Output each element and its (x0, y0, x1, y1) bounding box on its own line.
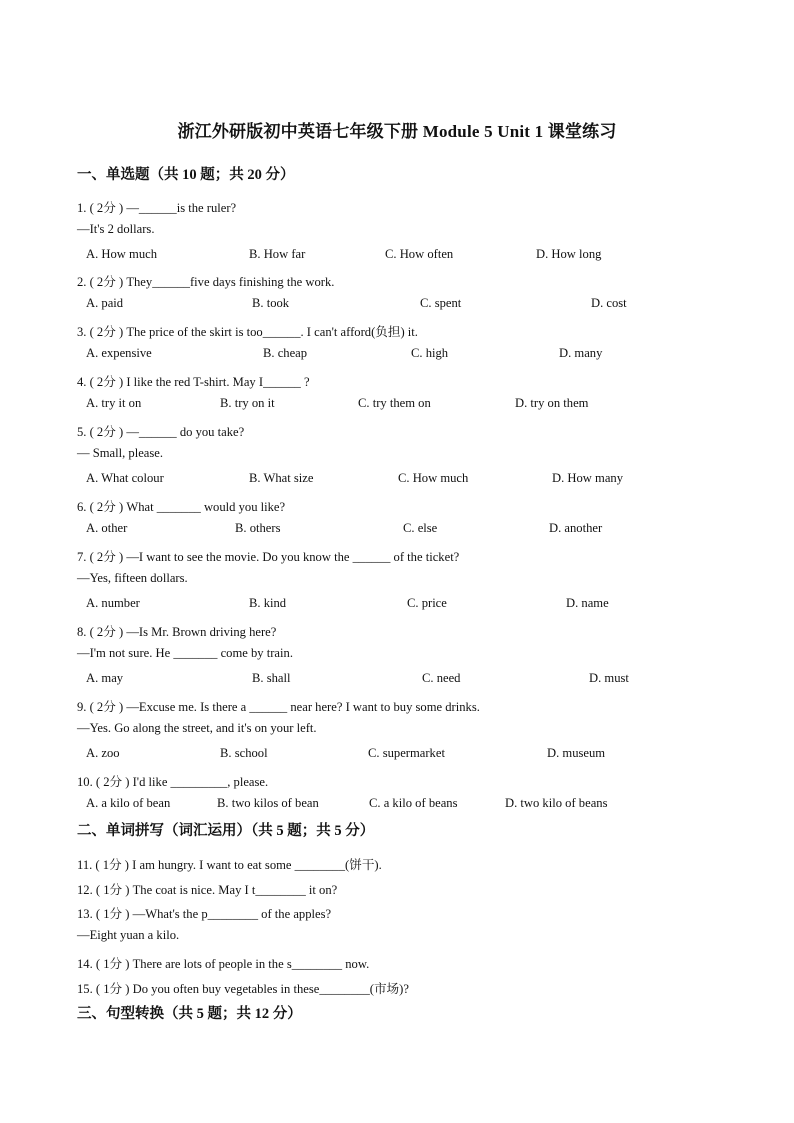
question-9-option-d: D. museum (547, 746, 606, 760)
question-1-stem: 1. ( 2分 ) —______is the ruler? (77, 201, 237, 215)
section-heading-single-choice: 一、单选题（共 10 题；共 20 分） (77, 167, 295, 183)
question-10-option-c: C. a kilo of beans (369, 796, 458, 810)
question-1-option-b: B. How far (249, 247, 306, 261)
question-15: 15. ( 1分 ) Do you often buy vegetables in these________(市场)? (77, 982, 409, 996)
question-5-stem: 5. ( 2分 ) —______ do you take? (77, 425, 245, 439)
question-8-option-d: D. must (589, 671, 629, 685)
question-4-option-d: D. try on them (515, 396, 589, 410)
question-12: 12. ( 1分 ) The coat is nice. May I t________ it on? (77, 883, 338, 897)
question-1-option-c: C. How often (385, 247, 454, 261)
question-10-option-d: D. two kilo of beans (505, 796, 608, 810)
question-11: 11. ( 1分 ) I am hungry. I want to eat some ________(饼干). (77, 858, 382, 872)
question-9-option-c: C. supermarket (368, 746, 445, 760)
question-10-option-a: A. a kilo of bean (86, 796, 171, 810)
question-9-option-b: B. school (220, 746, 268, 760)
question-4-option-b: B. try on it (220, 396, 275, 410)
question-1-reply: —It's 2 dollars. (77, 222, 155, 236)
question-4-option-a: A. try it on (86, 396, 142, 410)
question-6-option-b: B. others (235, 521, 281, 535)
question-3-option-a: A. expensive (86, 346, 152, 360)
question-2-option-b: B. took (252, 296, 290, 310)
question-5-option-d: D. How many (552, 471, 624, 485)
question-8-option-b: B. shall (252, 671, 291, 685)
question-5-option-a: A. What colour (86, 471, 164, 485)
question-10-option-b: B. two kilos of bean (217, 796, 319, 810)
question-8-stem: 8. ( 2分 ) —Is Mr. Brown driving here? (77, 625, 277, 639)
question-1-option-d: D. How long (536, 247, 602, 261)
question-3-stem: 3. ( 2分 ) The price of the skirt is too______. I can't afford(负担) it. (77, 325, 418, 339)
question-8-option-c: C. need (422, 671, 461, 685)
section-heading-spelling: 二、单词拼写（词汇运用）（共 5 题；共 5 分） (77, 823, 375, 839)
question-13-stem: 13. ( 1分 ) —What's the p________ of the apples? (77, 907, 332, 921)
question-6-option-c: C. else (403, 521, 438, 535)
question-1-option-a: A. How much (86, 247, 158, 261)
question-7-reply: —Yes, fifteen dollars. (77, 571, 188, 585)
question-4-option-c: C. try them on (358, 396, 431, 410)
question-2-stem: 2. ( 2分 ) They______five days finishing the work. (77, 275, 335, 289)
question-6-option-a: A. other (86, 521, 128, 535)
question-3-option-d: D. many (559, 346, 603, 360)
question-5-reply: — Small, please. (77, 446, 164, 460)
question-6-stem: 6. ( 2分 ) What _______ would you like? (77, 500, 286, 514)
question-5-option-b: B. What size (249, 471, 314, 485)
question-7-option-d: D. name (566, 596, 609, 610)
question-9-stem: 9. ( 2分 ) —Excuse me. Is there a ______ near here? I want to buy some drinks. (77, 700, 480, 714)
question-4-stem: 4. ( 2分 ) I like the red T-shirt. May I______ ? (77, 375, 310, 389)
question-3-option-b: B. cheap (263, 346, 308, 360)
question-14: 14. ( 1分 ) There are lots of people in the s________ now. (77, 957, 370, 971)
question-6-option-d: D. another (549, 521, 603, 535)
question-2-option-a: A. paid (86, 296, 124, 310)
question-7-option-c: C. price (407, 596, 447, 610)
question-2-option-d: D. cost (591, 296, 627, 310)
question-10-stem: 10. ( 2分 ) I'd like _________, please. (77, 775, 269, 789)
question-7-option-b: B. kind (249, 596, 287, 610)
question-9-option-a: A. zoo (86, 746, 120, 760)
question-5-option-c: C. How much (398, 471, 469, 485)
question-13-reply: —Eight yuan a kilo. (77, 928, 180, 942)
section-heading-sentence-transformation: 三、句型转换（共 5 题；共 12 分） (77, 1006, 302, 1022)
question-2-option-c: C. spent (420, 296, 462, 310)
question-7-option-a: A. number (86, 596, 140, 610)
page-title: 浙江外研版初中英语七年级下册 Module 5 Unit 1 课堂练习 (177, 122, 617, 141)
question-9-reply: —Yes. Go along the street, and it's on your left. (77, 721, 317, 735)
question-8-option-a: A. may (86, 671, 124, 685)
question-8-reply: —I'm not sure. He _______ come by train. (77, 646, 293, 660)
question-7-stem: 7. ( 2分 ) —I want to see the movie. Do you know the ______ of the ticket? (77, 550, 460, 564)
question-3-option-c: C. high (411, 346, 449, 360)
